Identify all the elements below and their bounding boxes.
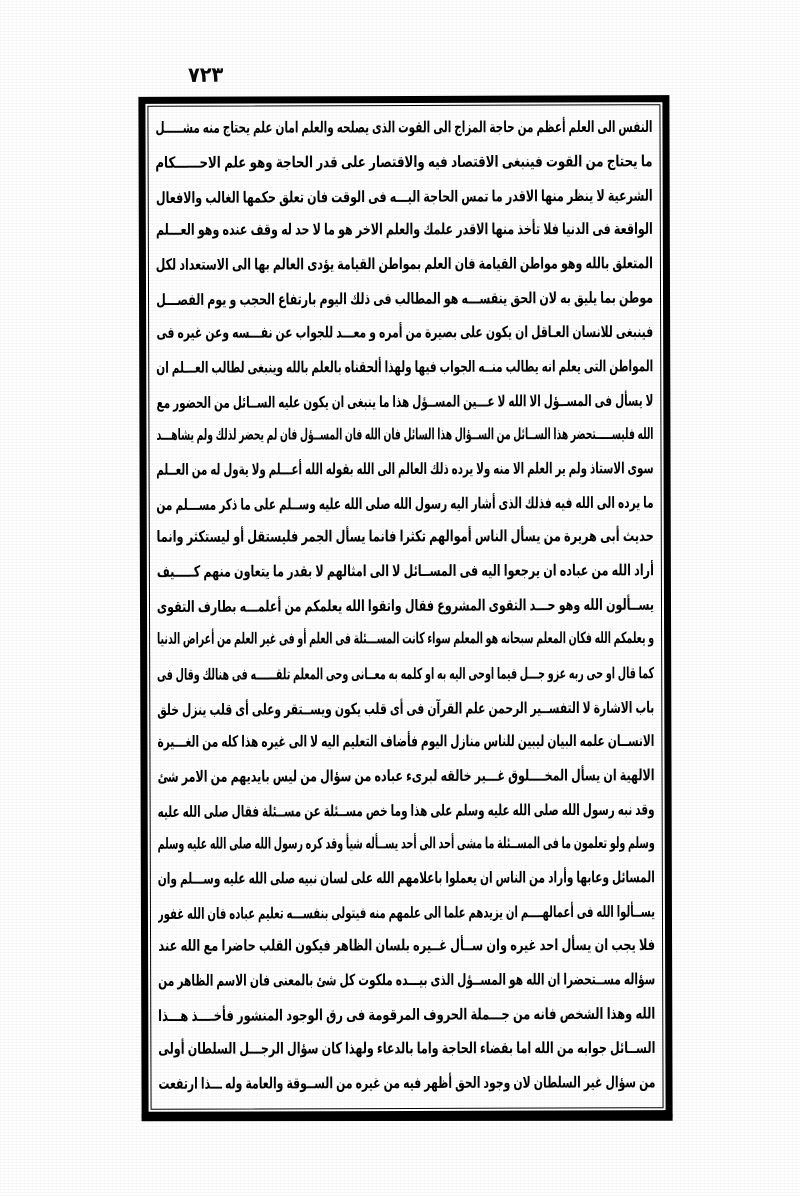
text-line: سوى الاستاذ ولم ير العلم الا منه ولا يرده ذلك العالم الى الله بقوله الله أعـــلم ولا يةول له من العــلم — [156, 459, 654, 479]
text-line: حديث أبى هريرة من يسأل الناس أموالهم تكثرا فانما يسأل الجمر فليستقل أو ليستكثر وانما — [156, 527, 654, 546]
text-line: يســألوا الله فى أعمالهــــم ان يزيدهم علما الى علمهم منه فيتولى بنفســـه تعليم عباده فان الله غفور — [157, 902, 656, 924]
text-line: الواقعة فى الدنيا فلا تأخذ منها الاقدر علمك والعلم الاخر هو ما لا حد له وقف عنده وهو العـــلم — [155, 220, 653, 240]
text-line: المتعلق بالله وهو مواطن القيامة فان العلم بمواطن القيامة يؤدى العالم بها الى الاستعداد لكل — [155, 254, 653, 275]
text-frame-border — [138, 95, 672, 1119]
text-line: كما قال او حى ربه عزو جـــل فيما اوحى اليه به او كلمه به معــانى وحى المعلم تلقــــــه فى هنالك وقال فى — [157, 663, 655, 684]
arabic-text-block — [155, 110, 655, 1104]
text-line: يســألون الله وهو حـــد التقوى المشروع فقال واتقوا الله يعلمكم من أعلمـــه بطارف التقوى — [156, 595, 655, 617]
text-line: فلا يجب ان يسأل احد غيره وان ســأل غــيره بلسان الظاهر فيكون القلب حاضرا مع الله عند — [158, 936, 656, 956]
text-line: المسائل وعابها وأراد من الناس ان يعملوا باعلامهم الله على لسان نبيه صلى الله عليه وســـلم وان — [157, 868, 655, 888]
text-line: الســائل جوابه من الله اما بقضاء الحاجة واما بالدعاء ولهذا كان سؤال الرجـــل السلطان أولى — [158, 1038, 656, 1058]
text-line: ما يحتاج من القوت فينبغى الاقتصاد فيه والاقتصار على قدر الحاجة وهو علم الاحــــــكام — [155, 152, 653, 172]
page-number: ٧٢٣ — [187, 62, 224, 87]
text-line: وسلم ولو تعلمون ما فى المســئلة ما مشى أحد الى أحد يســأله شيأ وقد كره رسول الله صلى الله عليه وسلم — [157, 833, 655, 853]
text-line: الله فليســـــتحضر هذا الســائل من الســؤال هذا السائل فان الله فان المســؤل فان لم يحضر لذلك ولم يشاهـــد — [156, 424, 654, 444]
text-line: الله وهذا الشخص فانه من جـــملة الحروف المرقومة فى رق الوجود المنشور فأخــــذ هـــذا — [158, 1005, 656, 1026]
text-line: الشرعية لا ينظر منها الاقدر ما تمس الحاجة اليـــه فى الوقت فان تعلق حكمها الغالب والافعال — [155, 186, 653, 208]
text-line: موطن بما يليق به لان الحق ينقســـه هو المطالب فى ذلك اليوم بارتفاع الحجب و يوم الفصـــل — [156, 289, 654, 310]
text-line: سؤاله مســتحضرا ان الله هو المســؤل الذى بيـــده ملكوت كل شئ بالمعنى فان الاسم الظاهر من — [158, 970, 656, 991]
text-line: الالهية ان يسأل المخــــلوق غـــير خالقه لبرىء عباده من سؤال من ليس بايديهم من الامر شئ — [157, 765, 655, 786]
text-line: ما يرده الى الله فيه فذلك الذى أشار اليه رسول الله صلى الله عليه وســلم على ما ذكر مســـلم من — [156, 493, 654, 515]
text-line: و يعلمكم الله فكان المعلم سبحانه هو المعلم سواء كانت المســـئلة فى العلم أو فى غير العلم من أعراض الدنيا — [157, 629, 655, 649]
text-line: الانســان علمه البيان ليبين للناس منازل اليوم فأضاف التعليم اليه لا الى غيره هذا كله من الغـــيرة — [157, 731, 655, 751]
text-line: وقد نبه رسول الله صلى الله عليه وسلم على هذا وما خص مســئلة عن مســئلة فقال صلى الله عليه — [157, 800, 655, 821]
text-line: باب الاشارة لا التفســير الرحمن علم القرآن فى أى قلب يكون ويســتقر وعلى أى قلب ينزل خلق — [157, 698, 655, 719]
text-line: لا يسأل فى المســؤل الا الله لا عـــين المســؤل هذا ما ينبغى ان يكون عليه الســائل من الحضور مع — [156, 391, 654, 412]
text-line: أراد الله من عباده ان يرجعوا اليه فى المســائل لا الى امثالهم لا بقدر ما يتعاون منهم كـــــيف — [156, 561, 654, 581]
text-line: فينبغى للانسان العـاقل ان يكون على بصيرة من أمره و معـــد للجواب عن نفـــسه وعن غيره فى — [156, 322, 654, 342]
text-line: من سؤال غير السلطان لان وجود الحق أظهر فيه من غيره من الســوقة والعامة وله ـــذا ارتفعت — [158, 1072, 656, 1093]
text-line: المواطن التى يعلم انه يطالب منــه الجواب فيها ولهذا ألحقناه بالعلم بالله وينبغى لطالب العـــلم ان — [156, 356, 654, 377]
text-line: النفس الى العلم أعظم من حاجة المزاج الى القوت الذى يصلحه والعلم امان علم يحتاج منه مشـــــل — [155, 117, 653, 137]
